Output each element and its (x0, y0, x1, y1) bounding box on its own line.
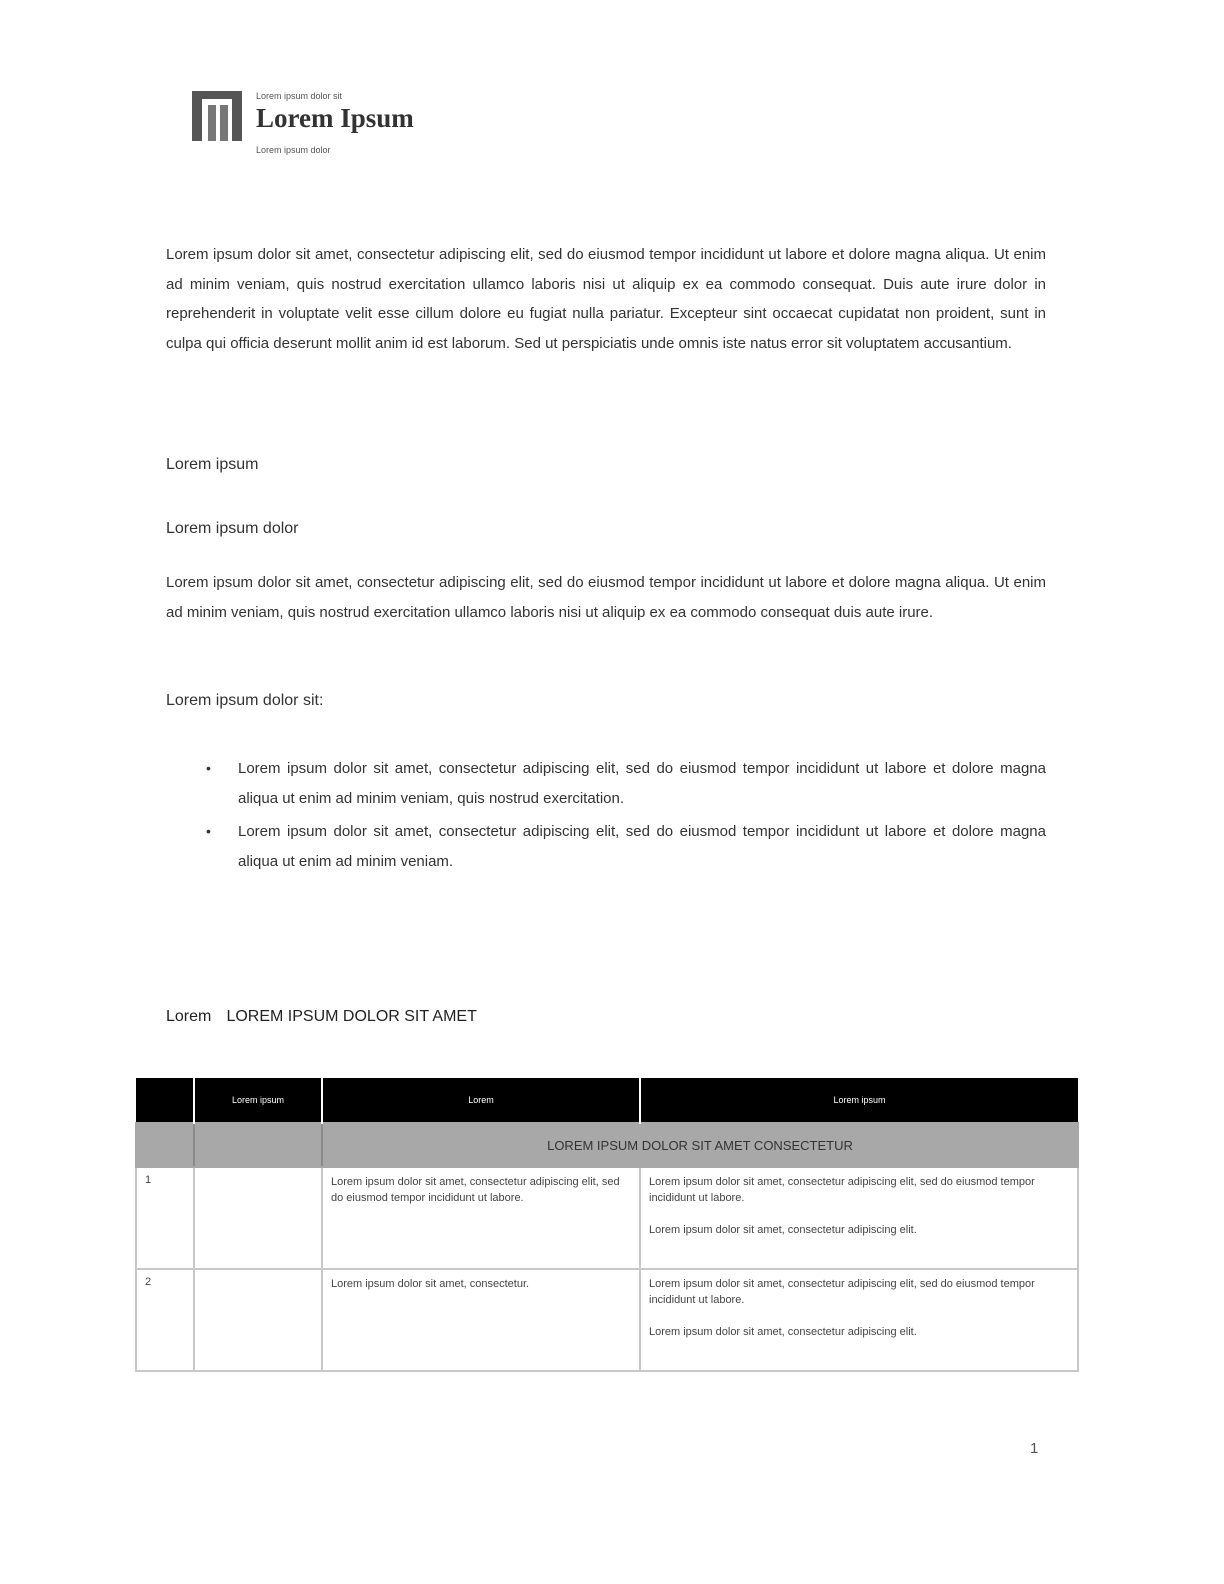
topic-text: Lorem ipsum dolor sit amet, consectetur adipiscing elit, sed do eiusmod tempor incididunt ut labore. (331, 1176, 620, 1204)
session-date (194, 1167, 322, 1269)
general-objective-heading: Lorem ipsum dolor (166, 520, 299, 537)
unit-title: LOREM IPSUM DOLOR SIT AMET CONSECTETUR (322, 1123, 1078, 1167)
reading-text: Lorem ipsum dolor sit amet, consectetur adipiscing elit, sed do eiusmod tempor incididunt ut labore. (649, 1278, 1035, 1306)
university-logo-icon (190, 89, 246, 143)
logo-line-2: Lorem Ipsum (256, 103, 414, 133)
bullet-icon: • (206, 823, 211, 839)
list-item-text: Lorem ipsum dolor sit amet, consectetur adipiscing elit, sed do eiusmod tempor incididunt ut labore et dolore magna aliqua ut enim ad minim veniam, quis nostrud exercitation. (238, 760, 1046, 807)
list-item (200, 817, 1046, 876)
logo-line-3: Lorem ipsum dolor (256, 145, 331, 155)
specific-objectives-heading: Lorem ipsum dolor sit: (166, 692, 324, 709)
bullet-icon: • (206, 760, 211, 776)
schedule-section-heading (166, 1008, 477, 1026)
column-header: Lorem ipsum (194, 1078, 322, 1123)
logo-line-1: Lorem ipsum dolor sit (256, 91, 343, 101)
unit-row (136, 1123, 1078, 1167)
list-item (200, 754, 1046, 813)
session-number: 2 (136, 1269, 194, 1371)
reading-text: Lorem ipsum dolor sit amet, consectetur adipiscing elit. (649, 1224, 917, 1236)
intro-paragraph: Lorem ipsum dolor sit amet, consectetur adipiscing elit, sed do eiusmod tempor incididunt ut labore et dolore magna aliqua. Ut enim ad minim veniam, quis nostrud exercitation ullamco laboris nisi ut aliquip ex ea commodo consequat. Duis aute irure dolor in reprehenderit in voluptate velit esse cillum dolore eu fugiat nulla pariatur. Excepteur sint occaecat cupidatat non proident, sunt in culpa qui officia deserunt mollit anim id est laborum. Sed ut perspiciatis unde omnis iste natus error sit voluptatem accusantium. (166, 246, 1046, 352)
section-number: Lorem (166, 1008, 212, 1025)
page-number: 1 (1030, 1440, 1039, 1457)
topic-text: Lorem ipsum dolor sit amet, consectetur. (331, 1278, 530, 1290)
session-topic (322, 1167, 640, 1269)
table-row (136, 1167, 1078, 1269)
column-header: Lorem (322, 1078, 640, 1123)
session-readings (640, 1167, 1078, 1269)
specific-objectives-list (200, 754, 1046, 880)
list-item-text: Lorem ipsum dolor sit amet, consectetur adipiscing elit, sed do eiusmod tempor incididunt ut labore et dolore magna aliqua ut enim ad minim veniam. (238, 823, 1046, 870)
session-topic (322, 1269, 640, 1371)
university-logo (190, 85, 414, 165)
section-title: LOREM IPSUM DOLOR SIT AMET (226, 1008, 477, 1025)
session-readings (640, 1269, 1078, 1371)
reading-text: Lorem ipsum dolor sit amet, consectetur adipiscing elit, sed do eiusmod tempor incididunt ut labore. (649, 1176, 1035, 1204)
table-header-row (136, 1078, 1078, 1123)
session-number: 1 (136, 1167, 194, 1269)
column-header (136, 1078, 194, 1123)
session-date (194, 1269, 322, 1371)
reading-text: Lorem ipsum dolor sit amet, consectetur adipiscing elit. (649, 1326, 917, 1338)
general-objective-text: Lorem ipsum dolor sit amet, consectetur adipiscing elit, sed do eiusmod tempor incididunt ut labore et dolore magna aliqua. Ut enim ad minim veniam, quis nostrud exercitation ullamco laboris nisi ut aliquip ex ea commodo consequat duis aute irure. (166, 574, 1046, 621)
objectives-heading: Lorem ipsum (166, 456, 259, 473)
schedule-table (135, 1078, 1079, 1372)
table-row (136, 1269, 1078, 1371)
column-header: Lorem ipsum (640, 1078, 1078, 1123)
